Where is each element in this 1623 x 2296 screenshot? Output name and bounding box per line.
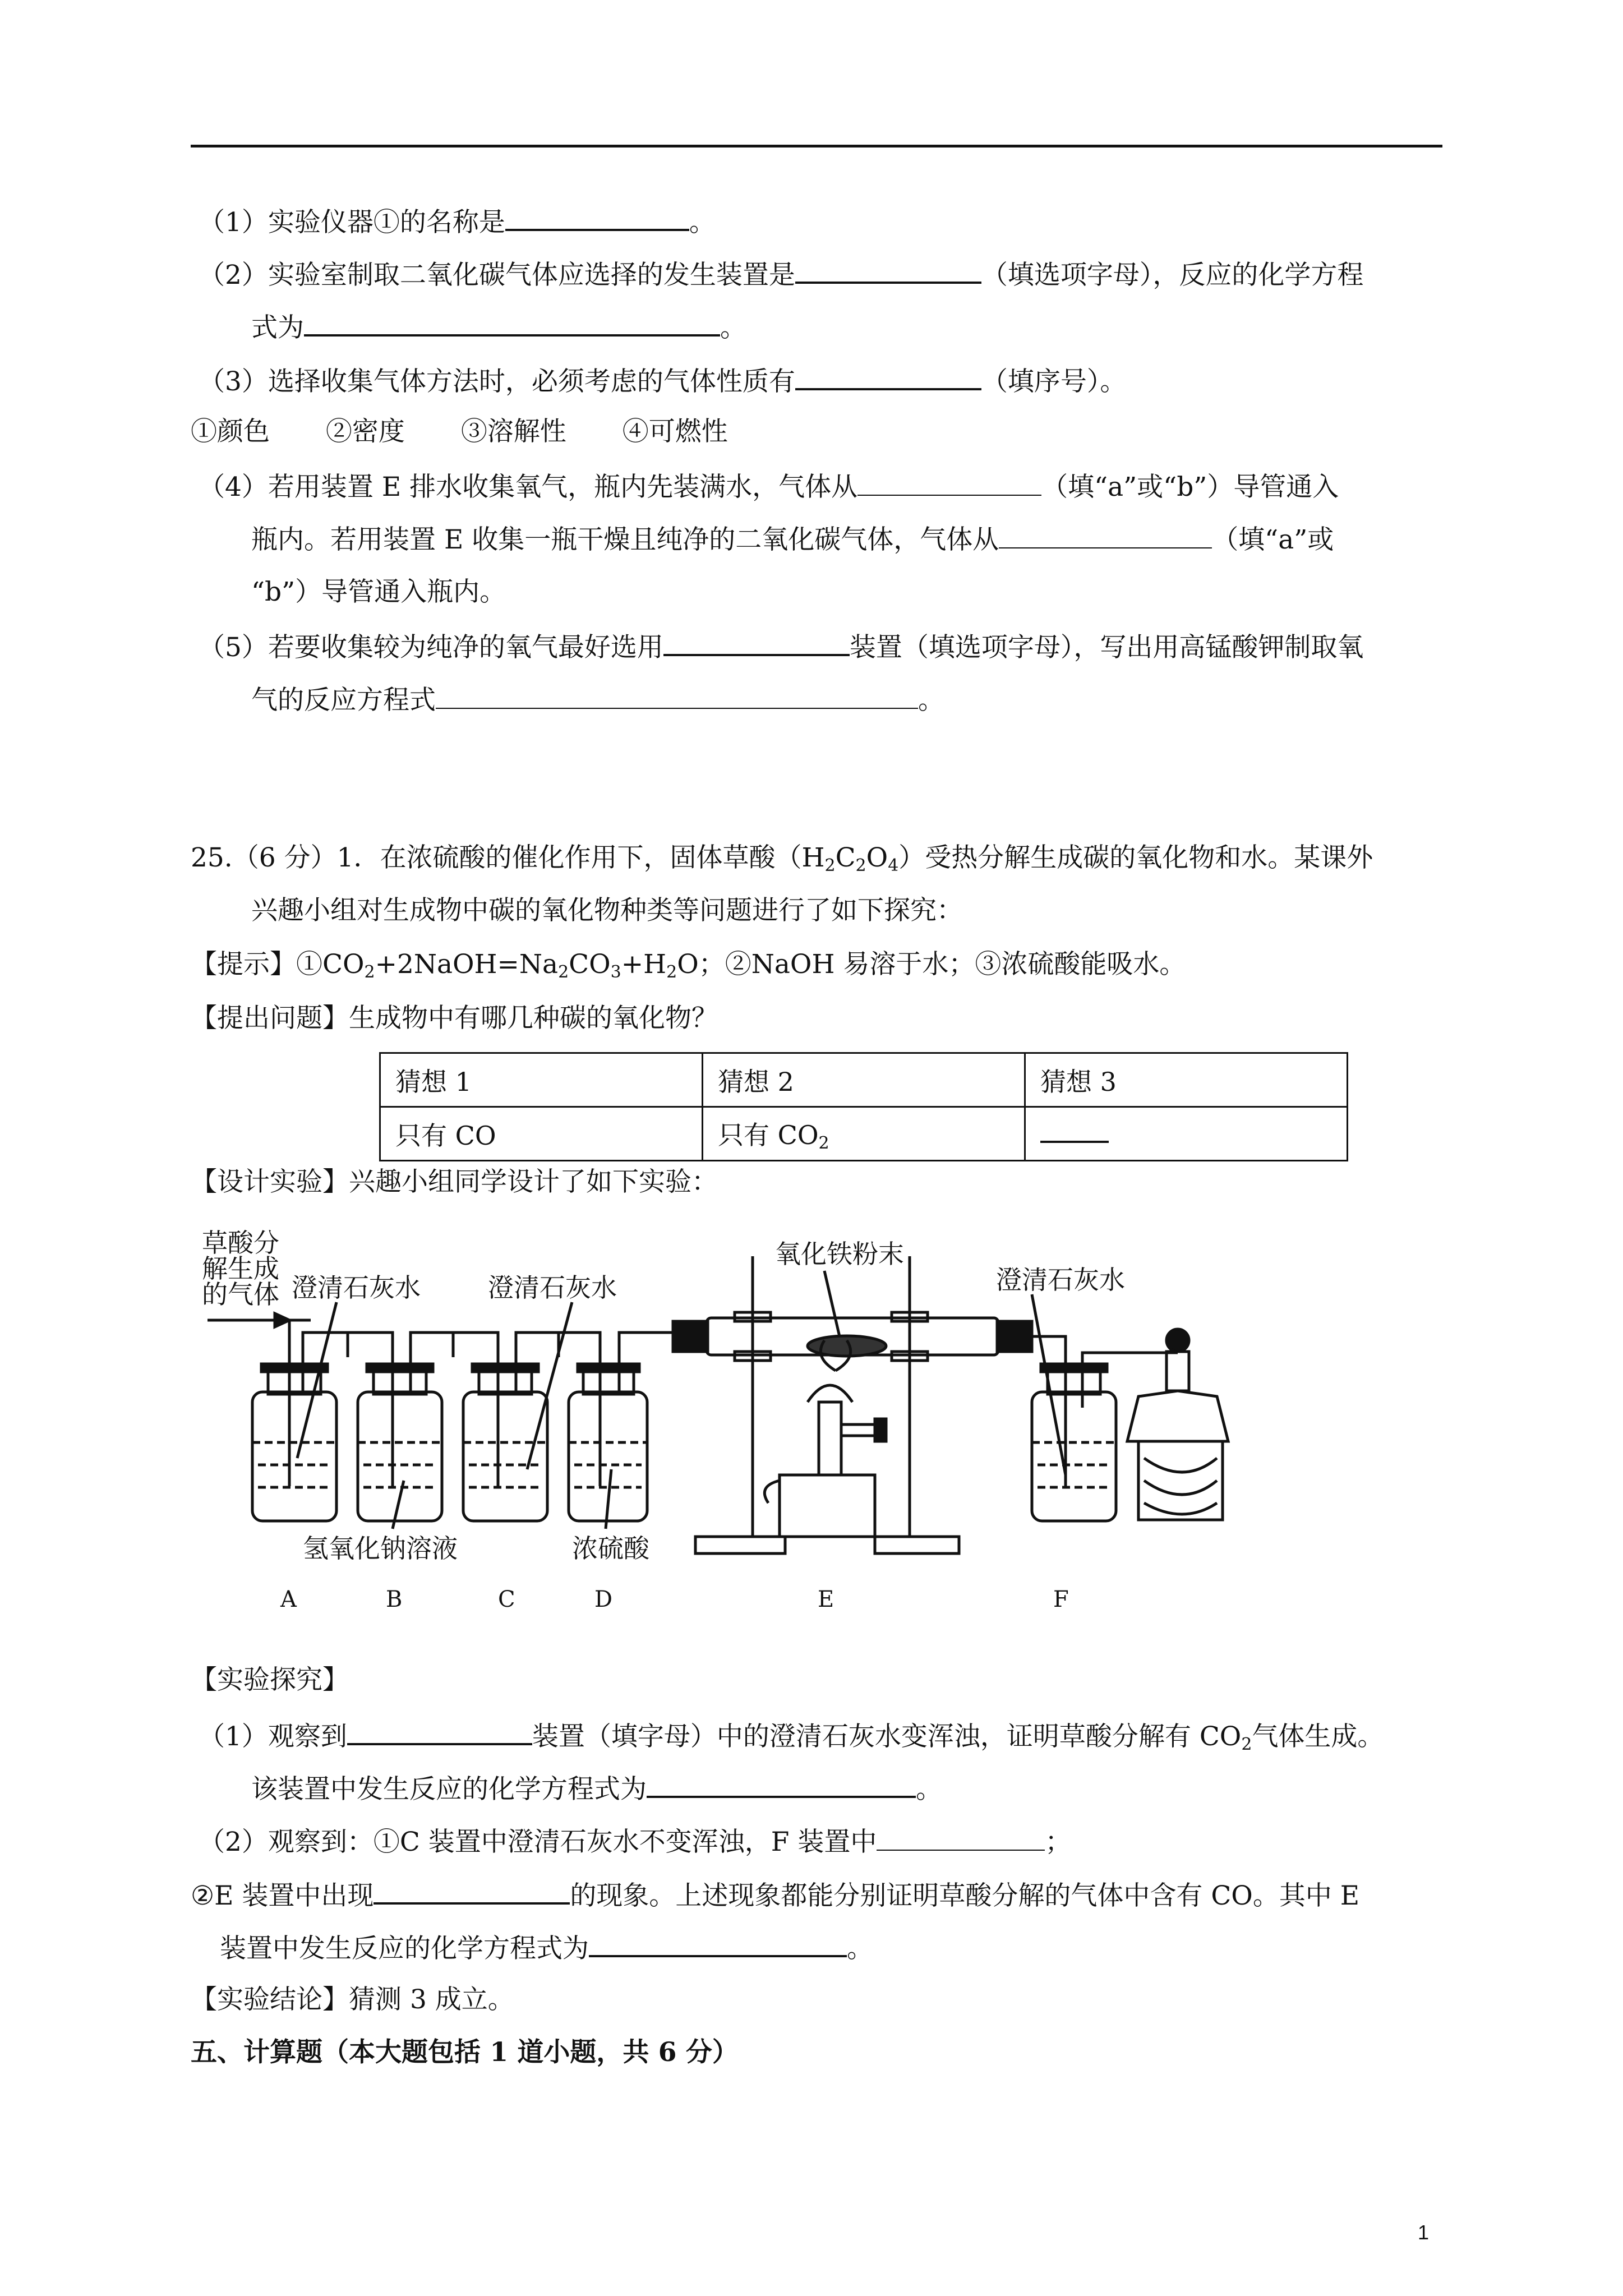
gas-label-2: 解生成 [202,1253,279,1284]
answer-blank[interactable] [374,1877,570,1905]
e2b-post: 的现象。上述现象都能分别证明草酸分解的气体中含有 CO。其中 E [570,1880,1360,1911]
q1-end: 。 [689,207,716,238]
letter-c: C [498,1587,515,1612]
e1a-pre: （1）观察到 [199,1721,347,1752]
apparatus-diagram [191,1223,1256,1638]
q2-text: （2）实验室制取二氧化碳气体应选择的发生装置是 [199,260,795,291]
header-rule [191,145,1442,147]
e1a-post: 气体生成。 [1252,1721,1384,1752]
e2c-post: 。 [847,1933,873,1964]
letter-d: D [594,1587,613,1612]
option-4: ④可燃性 [622,416,728,447]
answer-blank[interactable] [589,1929,847,1957]
q5-text-after: 装置（填选项字母），写出用高锰酸钾制取氧 [849,632,1364,663]
question-tag: 【提出问题】 [191,1003,349,1034]
bottle-a [252,1320,348,1521]
hypothesis-1: 只有 CO [395,1120,496,1151]
hint-a: ①CO [296,949,365,980]
q-part-1 [199,203,716,239]
limewater-label-f: 澄清石灰水 [996,1265,1125,1295]
table-cell: 猜想 2 [703,1053,1025,1107]
answer-blank[interactable] [304,308,720,336]
arrow-head-icon [275,1313,289,1327]
bottle-f [1032,1364,1116,1521]
alcohol-lamp-icon [1127,1329,1228,1520]
options-row [191,415,728,449]
answer-blank[interactable] [663,628,850,656]
table-cell [703,1107,1025,1161]
table-row [380,1053,1348,1107]
q2b-text: 式为 [251,312,304,343]
q5b-text: 气的反应方程式 [251,685,436,716]
hint-b: +2NaOH=Na [375,949,559,980]
table-row [380,1107,1348,1161]
answer-blank[interactable] [436,682,918,709]
pointer-line [527,1302,572,1469]
question-line [191,1002,718,1035]
q25-intro-a: 25.（6 分）1．在浓硫酸的催化作用下，固体草酸（H [191,842,825,873]
subscript: 2 [364,962,375,982]
pointer-line [824,1271,841,1344]
q-part-4a [199,469,1339,504]
option-3: ③溶解性 [460,416,566,447]
answer-blank[interactable] [795,256,981,284]
q2-text-after: （填选项字母），反应的化学方程 [981,260,1364,291]
subscript: 2 [855,856,866,875]
design-line [191,1165,718,1199]
explore-1b [251,1770,942,1806]
answer-blank[interactable] [857,469,1041,496]
q-part-4b [251,522,1334,557]
answer-blank[interactable] [347,1717,532,1745]
e1b-post: 。 [916,1774,942,1805]
subscript: 2 [824,856,836,875]
q-part-2a [199,256,1363,292]
section-5-heading [191,2036,739,2069]
limewater-label-b: 澄清石灰水 [292,1273,421,1303]
table-cell [1025,1107,1348,1161]
bottle-d [559,1333,673,1521]
q-part-5a [199,628,1363,665]
answer-blank[interactable] [877,1824,1045,1851]
explore-tag-line [191,1663,349,1697]
q4b-text-after: （填“a”或 [1212,524,1334,555]
gas-label-3: 的气体 [202,1279,279,1310]
naoh-label: 氢氧化钠溶液 [303,1533,458,1564]
e2c-pre: 装置中发生反应的化学方程式为 [220,1933,589,1964]
design-text: 兴趣小组同学设计了如下实验： [349,1167,718,1197]
hint-c: CO [569,949,611,980]
q4-text: （4）若用装置 E 排水收集氧气，瓶内先装满水，气体从 [199,472,858,502]
explore-2c [220,1929,873,1966]
table-cell [380,1107,703,1161]
q25-intro-line1 [191,841,1373,883]
table-cell: 猜想 1 [380,1053,703,1107]
e1b-pre: 该装置中发生反应的化学方程式为 [251,1774,647,1805]
design-tag: 【设计实验】 [191,1167,349,1197]
hint-d: +H [621,949,667,980]
q25-intro-d: ）受热分解生成碳的氧化物和水。某课外 [898,842,1373,873]
explore-1a [199,1717,1384,1762]
answer-blank[interactable] [1040,1124,1109,1143]
q4b-text: 瓶内。若用装置 E 收集一瓶干燥且纯净的二氧化碳气体，气体从 [251,524,999,555]
conclusion-tag: 【实验结论】 [191,1984,349,2015]
section-5-text: 五、计算题（本大题包括 1 道小题，共 6 分） [191,2037,739,2068]
hint-tag: 【提示】 [191,949,296,980]
explore-tag: 【实验探究】 [191,1665,349,1695]
subscript: 2 [1241,1735,1252,1754]
page-number: 1 [1418,2221,1430,2244]
q-part-4c [251,575,506,609]
q-part-5b [251,682,944,717]
conclusion-text: 猜测 3 成立。 [349,1984,514,2015]
q4c-text: “b”）导管通入瓶内。 [251,577,506,607]
option-1: ①颜色 [191,416,270,447]
e1a-mid: 装置（填字母）中的澄清石灰水变浑浊，证明草酸分解有 CO [532,1721,1242,1752]
q2b-end: 。 [720,312,746,343]
fe2o3-label: 氧化铁粉末 [775,1239,904,1269]
hint-line [191,948,1186,989]
e2b-pre: ②E 装置中出现 [191,1880,374,1911]
table-cell: 猜想 3 [1025,1053,1348,1107]
answer-blank[interactable] [505,203,689,231]
answer-blank[interactable] [647,1770,916,1798]
apparatus-e [673,1256,1032,1553]
hypothesis-2: 只有 CO [718,1119,819,1150]
q25-intro2-text: 兴趣小组对生成物中碳的氧化物种类等问题进行了如下探究： [251,895,963,926]
answer-blank[interactable] [795,362,981,390]
q-part-3 [199,362,1126,399]
e2a-post: ； [1045,1827,1072,1857]
letter-e: E [818,1587,834,1612]
option-2: ②密度 [325,416,405,447]
q1-text: （1）实验仪器①的名称是 [199,207,505,238]
q25-intro-b: C [835,842,856,873]
hint-e: O；②NaOH 易溶于水；③浓硫酸能吸水。 [677,949,1186,980]
q25-intro-c: O [866,842,888,873]
answer-blank[interactable] [999,522,1212,548]
explore-2b [191,1877,1359,1913]
conclusion-line [191,1983,514,2017]
subscript: 4 [888,856,899,875]
h2so4-label: 浓硫酸 [572,1533,649,1564]
letter-f: F [1053,1587,1069,1612]
q25-intro-line2 [251,894,963,928]
subscript: 2 [558,962,569,982]
q3-text: （3）选择收集气体方法时，必须考虑的气体性质有 [199,366,795,397]
subscript: 3 [610,962,621,982]
question-text: 生成物中有哪几种碳的氧化物？ [349,1003,718,1034]
subscript: 2 [818,1133,829,1153]
q5-text: （5）若要收集较为纯净的氧气最好选用 [199,632,663,663]
hypothesis-table [379,1052,1348,1161]
q-part-2b [251,308,746,345]
letter-a: A [280,1587,297,1612]
limewater-label-c: 澄清石灰水 [488,1273,617,1303]
explore-2a [199,1824,1071,1859]
q4-text-after: （填“a”或“b”）导管通入 [1041,472,1339,502]
q5b-end: 。 [918,685,944,716]
e2a-pre: （2）观察到：①C 装置中澄清石灰水不变浑浊，F 装置中 [199,1827,877,1857]
bottle-c [453,1333,559,1521]
letter-b: B [386,1587,403,1612]
subscript: 2 [666,962,677,982]
gas-label-1: 草酸分 [202,1228,279,1258]
q3-text-after: （填序号）。 [981,366,1127,397]
